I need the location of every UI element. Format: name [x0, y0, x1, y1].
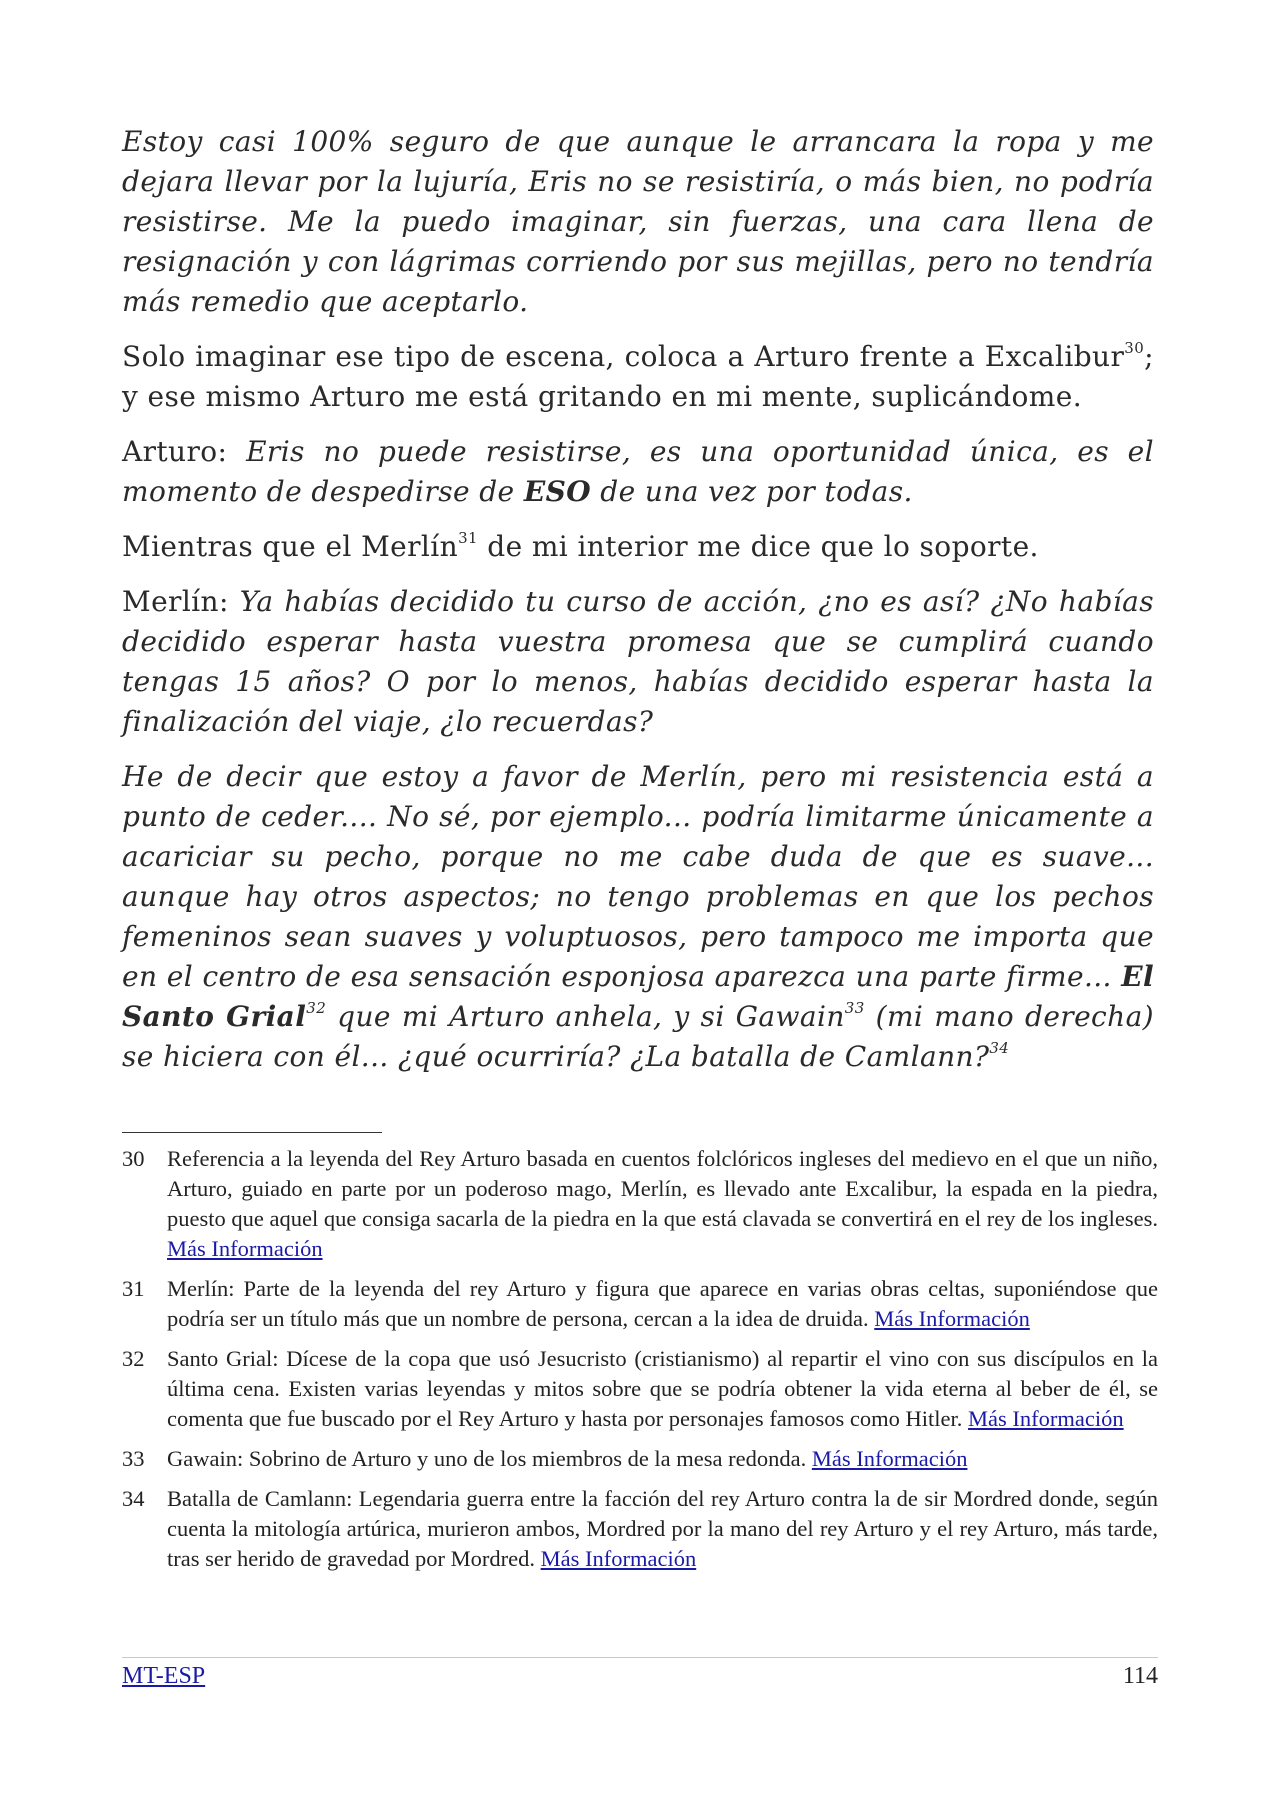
footer-divider: [122, 1657, 1158, 1658]
footnote-ref-30[interactable]: 30: [1124, 339, 1145, 357]
footnote-item: [122, 1444, 1158, 1474]
footnote-body: Referencia a la leyenda del Rey Arturo basada en cuentos folclóricos ingleses del medievo en el que un niño, Arturo, guiado en parte por un poderoso mago, Merlín, es llevado ante Excalibur, la espada en la piedra, puesto que aquel que consiga sacarla de la piedra en la que está clavada se convertirá en el rey de los ingleses.: [167, 1146, 1158, 1231]
paragraph-6: [122, 757, 1154, 1077]
more-info-link[interactable]: Más Información: [811, 1446, 968, 1471]
footnote-number: 33: [122, 1446, 145, 1471]
footnote-body: Batalla de Camlann: Legendaria guerra entre la facción del rey Arturo contra la de sir Mordred donde, según cuenta la mitología artúrica, murieron ambos, Mordred por la mano del rey Arturo y el rey Arturo, más tarde, tras ser herido de gravedad por Mordred.: [167, 1486, 1158, 1571]
p6-text-c: (mi mano derecha) se hiciera con él... ¿qué ocurriría? ¿La batalla de Camlann?: [122, 1000, 1154, 1073]
p6-text-b: que mi Arturo anhela, y si Gawain: [326, 1000, 845, 1033]
paragraph-4: [122, 527, 1154, 567]
footnote-text: [167, 1144, 1158, 1264]
p5-speech: Ya habías decidido tu curso de acción, ¿no es así? ¿No habías decidido esperar hasta vuestra promesa que se cumplirá cuando tengas 15 años? O por lo menos, habías decidido esperar hasta la finalización del viaje, ¿lo recuerdas?: [122, 585, 1154, 738]
footnote-item: [122, 1274, 1158, 1334]
p2-text-a: Solo imaginar ese tipo de escena, coloca a Arturo frente a Excalibur: [122, 340, 1125, 373]
page-number: 114: [1122, 1663, 1158, 1689]
footnote-number: 30: [122, 1146, 145, 1171]
footnote-item: [122, 1484, 1158, 1574]
paragraph-3: [122, 432, 1154, 512]
footnotes: [122, 1144, 1158, 1584]
footnote-text: [167, 1274, 1158, 1334]
footnote-text: [167, 1484, 1158, 1574]
footnote-number: 34: [122, 1486, 145, 1511]
footnote-text: [167, 1344, 1158, 1434]
p4-text-a: Mientras que el Merlín: [122, 530, 459, 563]
body-text: [122, 122, 1154, 1092]
footnote-text: [167, 1444, 1158, 1474]
p3-bold: ESO: [523, 475, 591, 508]
more-info-link[interactable]: Más Información: [968, 1406, 1124, 1431]
paragraph-1: [122, 122, 1154, 322]
p4-text-b: de mi interior me dice que lo soporte.: [477, 530, 1039, 563]
footnote-number: 31: [122, 1276, 145, 1301]
paragraph-5: [122, 582, 1154, 742]
footnote-ref-32[interactable]: 32: [306, 999, 327, 1017]
speaker-merlin: Merlín:: [122, 585, 240, 618]
footnote-ref-34[interactable]: 34: [989, 1039, 1010, 1057]
p3-text-a: Eris no puede resistirse, es una oportunidad única, es el momento de despedirse de: [122, 435, 1155, 508]
more-info-link[interactable]: Más Información: [540, 1546, 697, 1571]
p1-text: Estoy casi 100% seguro de que aunque le arrancara la ropa y me dejara llevar por la lujuría, Eris no se resistiría, o más bien, no podría resistirse. Me la puedo imaginar, sin fuerzas, una cara llena de resignación y con lágrimas corriendo por sus mejillas, pero no tendría más remedio que aceptarlo.: [122, 125, 1154, 318]
footnote-ref-31[interactable]: 31: [458, 529, 478, 547]
footnote-item: [122, 1144, 1158, 1264]
p3-speech: [122, 435, 1154, 508]
paragraph-2: [122, 337, 1154, 417]
footnote-separator: [122, 1132, 382, 1133]
p6-bold: El Santo Grial: [122, 960, 1154, 1033]
footnote-body: Santo Grial: Dícese de la copa que usó Jesucristo (cristianismo) al repartir el vino con sus discípulos en la última cena. Existen varias leyendas y mitos sobre que se podría obtener la vida eterna al beber de él, se comenta que fue buscado por el Rey Arturo y hasta por personajes famosos como Hitler.: [167, 1346, 1158, 1431]
footnote-body: Gawain: Sobrino de Arturo y uno de los miembros de la mesa redonda.: [167, 1446, 812, 1471]
footnote-number: 32: [122, 1346, 145, 1371]
footnote-body: Merlín: Parte de la leyenda del rey Arturo y figura que aparece en varias obras celtas, suponiéndose que podría ser un título más que un nombre de persona, cercan a la idea de druida.: [167, 1276, 1158, 1331]
more-info-link[interactable]: Más Información: [874, 1306, 1030, 1331]
p2-text-b: ; y ese mismo Arturo me está gritando en mi mente, suplicándome.: [122, 340, 1154, 413]
footnote-item: [122, 1344, 1158, 1434]
p6-text-a: He de decir que estoy a favor de Merlín, pero mi resistencia está a punto de ceder.... No sé, por ejemplo... podría limitarme únicamente a acariciar su pecho, porque no me cabe duda de que es suave... aunque hay otros aspectos; no tengo problemas en que los pechos femeninos sean suaves y voluptuosos, pero tampoco me importa que en el centro de esa sensación esponjosa aparezca una parte firme...: [122, 760, 1154, 993]
page-footer: [122, 1661, 1158, 1691]
p6-italic: [122, 760, 1154, 1073]
more-info-link[interactable]: Más Información: [167, 1236, 323, 1261]
footer-site-link[interactable]: MT-ESP: [122, 1663, 206, 1689]
footnote-ref-33[interactable]: 33: [844, 999, 865, 1017]
p3-text-b: de una vez por todas.: [590, 475, 913, 508]
speaker-arturo: Arturo:: [122, 435, 247, 468]
